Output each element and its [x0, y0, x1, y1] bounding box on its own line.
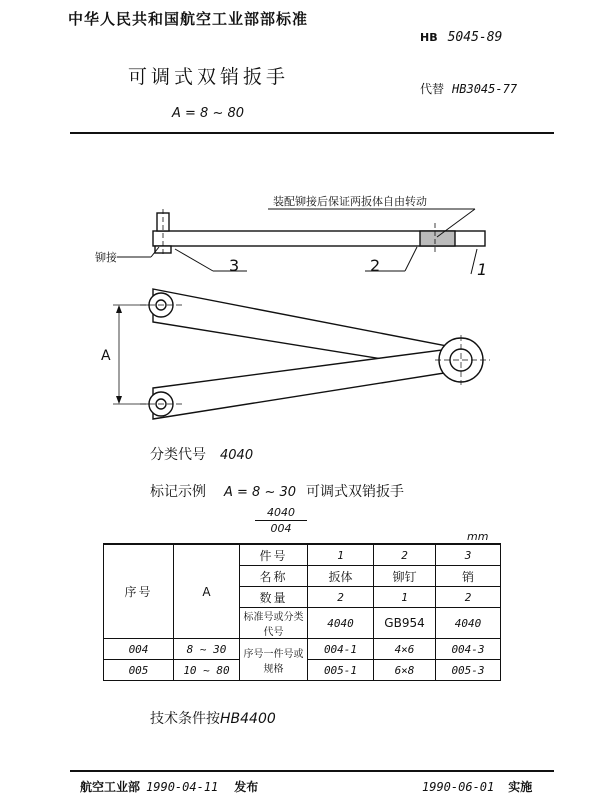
cell-spec: 004-3 [436, 639, 501, 660]
cell-name: 销 [436, 566, 501, 587]
standard-number: 5045-89 [447, 30, 503, 45]
code-fraction [255, 506, 307, 535]
cell-part-no: 3 [436, 544, 501, 566]
cell-seq: 005 [104, 660, 174, 681]
cell-seq: 004 [104, 639, 174, 660]
cell-qty: 2 [436, 587, 501, 608]
table-row [104, 639, 501, 660]
replaces-label: 代替 [420, 82, 445, 96]
notes-label: 技术条件按 [150, 711, 220, 727]
assembly-note: 装配铆接后保证两扳体自由转动 [273, 195, 427, 208]
footer-rule [70, 770, 554, 772]
dimension-a-label: A [101, 348, 111, 364]
callout-2: 2 [370, 256, 381, 275]
replaces-standard [420, 80, 517, 97]
cell-qty: 1 [374, 587, 436, 608]
cell-spec: 004-1 [308, 639, 374, 660]
notes-value: HB4400 [220, 711, 276, 727]
cell-name: 铆钉 [374, 566, 436, 587]
classification-label: 分类代号 [150, 447, 206, 463]
standard-code [420, 30, 502, 45]
header-rule [70, 132, 554, 134]
cell-spec: 005-3 [436, 660, 501, 681]
size-range: A = 8 ~ 80 [172, 106, 245, 121]
label-name: 名称 [240, 566, 308, 587]
cell-name: 扳体 [308, 566, 374, 587]
document-title: 可调式双销扳手 [128, 66, 290, 88]
cell-std: 4040 [436, 608, 501, 639]
side-view-hatch [420, 231, 455, 246]
issuing-organization: 中华人民共和国航空工业部部标准 [68, 10, 309, 28]
label-seq-spec: 序号一件号或规格 [240, 639, 308, 681]
label-part-no: 件号 [240, 544, 308, 566]
marking-example [150, 481, 404, 501]
cell-a: 10 ~ 80 [174, 660, 240, 681]
impl-label: 实施 [508, 780, 533, 794]
classification-value: 4040 [220, 448, 254, 463]
callout-3: 3 [229, 256, 240, 275]
lower-arm-outline [153, 348, 457, 419]
fraction-numerator: 4040 [255, 506, 307, 521]
cell-part-no: 2 [374, 544, 436, 566]
standard-label: HB [420, 31, 438, 44]
rivet-label: 铆接 [95, 251, 117, 264]
wrench-drawing [95, 185, 505, 425]
implementation-info [422, 778, 532, 795]
technical-conditions [150, 708, 276, 728]
marking-name: 可调式双销扳手 [306, 484, 405, 500]
impl-date: 1990-06-01 [422, 780, 495, 794]
cell-std: 4040 [308, 608, 374, 639]
cell-qty: 2 [308, 587, 374, 608]
cell-spec: 6×8 [374, 660, 436, 681]
issue-label: 发布 [234, 780, 259, 794]
spec-table [103, 543, 501, 681]
issuer: 航空工业部 [80, 780, 141, 794]
marking-value: A = 8 ~ 30 [224, 485, 297, 500]
issue-info [80, 778, 258, 795]
header-a: A [174, 544, 240, 639]
cell-spec: 005-1 [308, 660, 374, 681]
marking-label: 标记示例 [150, 484, 206, 500]
label-std: 标准号或分类代号 [240, 608, 308, 639]
classification-code [150, 444, 253, 464]
cell-a: 8 ~ 30 [174, 639, 240, 660]
issue-date: 1990-04-11 [146, 780, 219, 794]
callout-1: 1 [477, 260, 488, 279]
unit-label: mm [467, 530, 489, 543]
replaces-number: HB3045-77 [452, 82, 518, 96]
cell-std: GB954 [374, 608, 436, 639]
cell-part-no: 1 [308, 544, 374, 566]
fraction-denominator: 004 [270, 522, 292, 535]
label-qty: 数量 [240, 587, 308, 608]
cell-spec: 4×6 [374, 639, 436, 660]
header-seq: 序号 [104, 544, 174, 639]
table-row-part-no [104, 544, 501, 566]
